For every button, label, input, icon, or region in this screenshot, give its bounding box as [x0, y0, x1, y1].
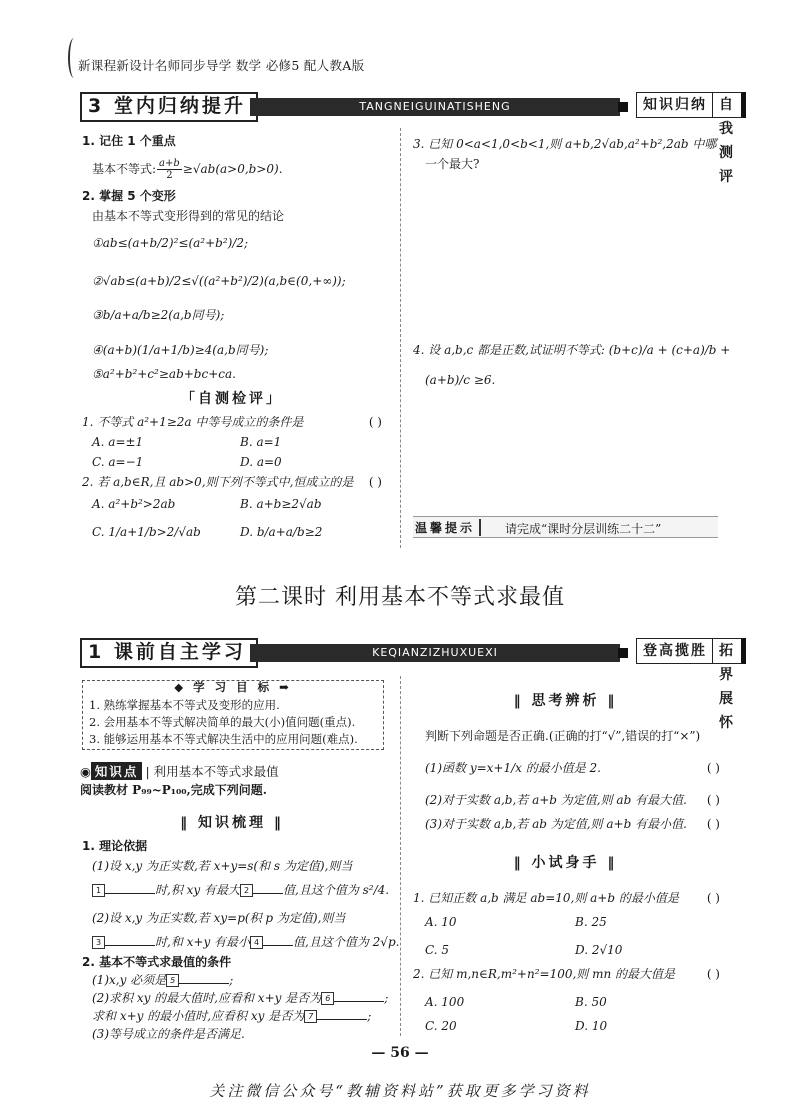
banner-pinyin: TANGNEIGUINATISHENG	[250, 98, 620, 116]
question-1	[82, 414, 382, 430]
heading-2: 2. 掌握 5 个变形	[82, 189, 176, 203]
try-q1-option-c: C. 5	[425, 943, 450, 957]
key-point-tail: ≥√ab(a>0,b>0).	[182, 162, 283, 176]
think-item-text: (3)对于实数 a,b,若 ab 为定值,则 a+b 有最小值.	[425, 817, 687, 831]
condition-text: (2)求积 xy 的最大值时,应看和 x+y 是否为	[92, 991, 322, 1005]
goal-item: 1. 熟练掌握基本不等式及变形的应用.	[89, 698, 280, 712]
blank-number-box: 2	[240, 884, 253, 897]
q1-option-b: B. a=1	[240, 435, 282, 449]
banner-title: 3 堂内归纳提升	[80, 92, 258, 122]
answer-paren: ( )	[706, 891, 720, 905]
learning-goals-title: ◆ 学 习 目 标 ➡	[174, 680, 292, 694]
q1-option-c: C. a=−1	[92, 455, 144, 469]
fraction	[157, 158, 182, 181]
theory-1-cont	[92, 882, 389, 898]
goal-item: 2. 会用基本不等式解决简单的最大(小)值问题(重点).	[89, 715, 356, 729]
question-4-cont: (a+b)/c ≥6.	[425, 373, 496, 387]
goal-item: 3. 能够运用基本不等式解决生活中的应用问题(难点).	[89, 732, 358, 746]
condition-2a	[92, 990, 388, 1006]
banner-tab-1: 登高揽胜	[636, 638, 714, 664]
fill-blank[interactable]	[317, 1019, 367, 1020]
think-item-1	[425, 760, 720, 776]
variant-3: ③b/a+a/b≥2(a,b同号);	[92, 308, 225, 322]
think-item-2	[425, 792, 720, 808]
q2-option-b: B. a+b≥2√ab	[240, 497, 322, 511]
question-2-text: 2. 若 a,b∈R,且 ab>0,则下列不等式中,恒成立的是	[82, 475, 354, 489]
knowledge-point-text: 利用基本不等式求最值	[153, 764, 279, 779]
q2-option-d: D. b/a+a/b≥2	[240, 525, 323, 539]
variant-5: ⑤a²+b²+c²≥ab+bc+ca.	[92, 367, 236, 381]
condition-3: (3)等号成立的条件是否满足.	[92, 1027, 245, 1041]
answer-paren: ( )	[706, 793, 720, 807]
try-q2-option-d: D. 10	[575, 1019, 608, 1033]
key-point	[92, 158, 283, 181]
try-q1-option-a: A. 10	[425, 915, 457, 929]
key-point-label: 基本不等式:	[92, 162, 157, 176]
try-heading: ‖ 小试身手 ‖	[513, 855, 618, 871]
question-3-cont: 一个最大?	[425, 157, 480, 171]
column-divider	[400, 676, 401, 1036]
footer-note: 关注微信公众号“教辅资料站”获取更多学习资料	[209, 1082, 591, 1100]
variant-intro: 由基本不等式变形得到的常见的结论	[92, 209, 285, 223]
reminder-text: 请完成“课时分层训练二十二”	[505, 522, 662, 536]
theory-text: 值,且这个值为 2√p.	[293, 935, 400, 949]
banner-square-icon	[618, 102, 628, 112]
heading-1: 1. 记住 1 个重点	[82, 134, 176, 148]
conditions-heading: 2. 基本不等式求最值的条件	[82, 955, 232, 969]
blank-number-box: 1	[92, 884, 105, 897]
column-divider	[400, 128, 401, 548]
think-heading: ‖ 思考辨析 ‖	[513, 693, 618, 709]
answer-paren: ( )	[706, 817, 720, 831]
banner-pinyin: KEQIANZIZHUXUEXI	[250, 644, 620, 662]
try-q1-option-b: B. 25	[575, 915, 607, 929]
fill-blank[interactable]	[263, 945, 293, 946]
question-4: 4. 设 a,b,c 都是正数,试证明不等式: (b+c)/a + (c+a)/b +	[413, 343, 731, 357]
condition-2b	[92, 1008, 371, 1024]
condition-1	[92, 972, 233, 988]
variant-1: ①ab≤(a+b/2)²≤(a²+b²)/2;	[92, 236, 249, 250]
answer-paren: ( )	[368, 475, 382, 489]
theory-text: 时,积 xy 有最大	[155, 883, 240, 897]
banner-square-icon	[618, 648, 628, 658]
blank-number-box: 6	[321, 992, 334, 1005]
condition-text: (1)x,y 必须是	[92, 973, 167, 987]
fill-blank[interactable]	[253, 893, 283, 894]
blank-number-box: 3	[92, 936, 105, 949]
fill-blank[interactable]	[105, 893, 155, 894]
condition-end: ;	[229, 973, 234, 987]
condition-text: 求和 x+y 的最小值时,应看积 xy 是否为	[92, 1009, 305, 1023]
answer-paren: ( )	[706, 761, 720, 775]
condition-end: ;	[367, 1009, 372, 1023]
q2-option-a: A. a²+b²>2ab	[92, 497, 176, 511]
blank-number-box: 4	[250, 936, 263, 949]
denominator: 2	[166, 170, 173, 181]
try-question-text: 2. 已知 m,n∈R,m²+n²=100,则 mn 的最大值是	[413, 967, 676, 981]
try-q2-option-a: A. 100	[425, 995, 465, 1009]
reading-instruction: 阅读教材 P₉₉~P₁₀₀,完成下列问题.	[80, 783, 267, 797]
try-question-1	[413, 890, 720, 906]
theory-1: (1)设 x,y 为正实数,若 x+y=s(和 s 为定值),则当	[92, 859, 353, 873]
condition-end: ;	[384, 991, 389, 1005]
q2-option-c: C. 1/a+1/b>2/√ab	[92, 525, 201, 539]
blank-number-box: 7	[304, 1010, 317, 1023]
try-q2-option-b: B. 50	[575, 995, 607, 1009]
theory-text: 时,和 x+y 有最小	[155, 935, 251, 949]
fill-blank[interactable]	[334, 1001, 384, 1002]
banner-tab-2: 自我测评	[712, 92, 746, 118]
page-header: 新课程新设计名师同步导学 数学 必修5 配人教A版	[78, 58, 365, 73]
question-2	[82, 474, 382, 490]
reminder-box	[413, 516, 718, 538]
theory-heading: 1. 理论依据	[82, 839, 148, 853]
think-item-3	[425, 816, 720, 832]
self-test-heading: 「自测检评」	[181, 391, 283, 407]
learning-goals-title-text: 学 习 目 标	[193, 680, 273, 694]
theory-text: 值,且这个值为 s²/4.	[283, 883, 390, 897]
reminder-label: 温馨提示	[415, 519, 481, 536]
answer-paren: ( )	[368, 415, 382, 429]
theory-2-cont	[92, 934, 399, 950]
knowledge-point-label: 知识点	[91, 762, 143, 780]
variant-2: ②√ab≤(a+b)/2≤√((a²+b²)/2)(a,b∈(0,+∞));	[92, 274, 346, 288]
lesson-title: 第二课时 利用基本不等式求最值	[235, 585, 565, 610]
try-q2-option-c: C. 20	[425, 1019, 457, 1033]
try-question-2	[413, 966, 720, 982]
theory-2: (2)设 x,y 为正实数,若 xy=p(积 p 为定值),则当	[92, 911, 346, 925]
try-question-text: 1. 已知正数 a,b 满足 ab=10,则 a+b 的最小值是	[413, 891, 679, 905]
sorting-heading: ‖ 知识梳理 ‖	[180, 815, 284, 831]
q1-option-a: A. a=±1	[92, 435, 144, 449]
think-item-text: (1)函数 y=x+1/x 的最小值是 2.	[425, 761, 601, 775]
fill-blank[interactable]	[105, 945, 155, 946]
numerator: a+b	[159, 158, 180, 169]
think-item-text: (2)对于实数 a,b,若 a+b 为定值,则 ab 有最大值.	[425, 793, 687, 807]
learning-goals-box	[82, 680, 384, 750]
try-q1-option-d: D. 2√10	[575, 943, 623, 957]
banner-tab-1: 知识归纳	[636, 92, 714, 118]
question-1-text: 1. 不等式 a²+1≥2a 中等号成立的条件是	[82, 415, 304, 429]
knowledge-point: ◉ 知识点 | 利用基本不等式求最值	[80, 764, 279, 779]
variant-4: ④(a+b)(1/a+1/b)≥4(a,b同号);	[92, 343, 269, 357]
fill-blank[interactable]	[179, 983, 229, 984]
banner-tab-2: 拓界展怀	[712, 638, 746, 664]
think-intro: 判断下列命题是否正确.(正确的打“√”,错误的打“×”)	[425, 729, 701, 743]
question-3: 3. 已知 0<a<1,0<b<1,则 a+b,2√ab,a²+b²,2ab 中哪	[413, 137, 717, 151]
answer-paren: ( )	[706, 967, 720, 981]
blank-number-box: 5	[166, 974, 179, 987]
q1-option-d: D. a=0	[240, 455, 282, 469]
banner-title: 1 课前自主学习	[80, 638, 258, 668]
page-number: — 56 —	[371, 1045, 429, 1061]
